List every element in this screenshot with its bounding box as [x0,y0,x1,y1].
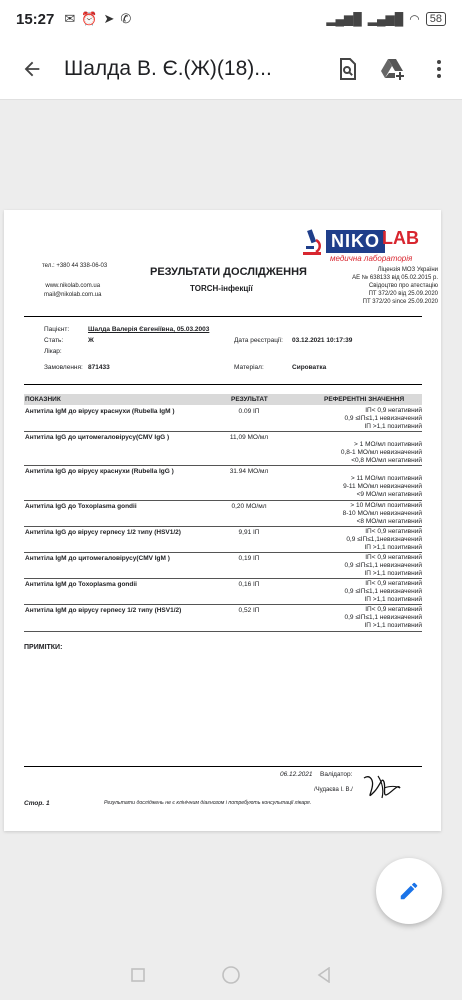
test-result: 11,09 МО/мл [229,434,269,441]
table-row [24,605,422,632]
test-name: Антитіла IgG до Toxoplasma gondii [25,503,137,510]
alarm-icon: ⏰ [81,11,98,26]
document-title: Шалда В. Є.(Ж)(18)... [64,56,272,80]
test-name: Антитіла IgM до вірусу краснухи (Rubella IgM ) [25,408,175,415]
test-name: Антитіла IgM до цитомегаловірусу(CMV IgM ) [25,555,170,562]
search-document-icon [335,57,359,81]
test-reference: ІП< 0,9 негативний 0,9 ≤ІП≤1,1 невизначений ІП >1,1 позитивний [344,580,422,603]
page-number: Стор. 1 [24,800,50,807]
more-vert-icon [436,59,442,79]
license-line: Ліцензія МОЗ України [377,267,438,273]
doctor-label: Лікар: [44,348,62,355]
test-result: 0.09 ІП [238,408,260,415]
reg-date-label: Дата реєстрації: [234,337,283,344]
lab-phone: тел.: +380 44 338-06-03 [42,263,108,269]
lab-contacts [44,282,101,300]
battery-icon: 58 [426,12,446,26]
status-time: 15:27 [16,10,55,28]
test-reference: > 11 МО/мл позитивний 9-11 МО/мл невизначений <9 МО/мл негативний [343,475,422,498]
status-bar [0,0,462,38]
lab-email: mail@nikolab.com.ua [44,292,102,298]
telegram-icon: ➤ [103,11,115,26]
footer-divider [24,766,422,767]
test-name: Антитіла IgM до Toxoplasma gondii [25,581,137,588]
system-nav-bar [0,950,462,1000]
nikolab-logo [300,226,430,264]
sex-label: Стать: [44,337,64,344]
table-row [24,432,422,466]
validator-name: /Чудаєва І. В./ [314,787,353,793]
report-subtitle: TORCH-інфекції [190,284,253,293]
table-row [24,406,422,432]
table-row [24,527,422,553]
recents-icon[interactable] [131,968,145,982]
add-to-drive-button[interactable] [370,57,416,81]
find-in-page-button[interactable] [324,57,370,81]
logo-subtitle: медична лабораторія [330,254,413,263]
table-row [24,501,422,527]
table-row [24,553,422,579]
test-name: Антитіла IgG до вірусу краснухи (Rubella IgG ) [25,468,174,475]
col-result: РЕЗУЛЬТАТ [231,396,268,403]
patient-value: Шалда Валерія Євгеніївна, 05.03.2003 [88,326,210,333]
lab-site: www.nikolab.com.ua [45,283,101,289]
disclaimer-text: Результати досліджень не є клінічним діагнозом і потребують консультації лікаря. [104,800,312,806]
drive-add-icon [380,57,406,81]
reg-date-value: 03.12.2021 10:17:39 [292,337,353,344]
signal-icon: ▂▄▆█ [326,12,362,26]
test-result: 0,20 МО/мл [231,503,267,510]
report-title: РЕЗУЛЬТАТИ ДОСЛІДЖЕННЯ [150,266,307,278]
validator-label: Валідатор: [320,771,353,778]
home-icon[interactable] [221,965,241,985]
microscope-icon [300,228,324,256]
license-line: ПТ 372/20 since 25.09.2020 [362,299,438,305]
order-label: Замовлення: [44,364,83,371]
notes-label: ПРИМІТКИ: [24,644,63,651]
test-result: 31.94 МО/мл [229,468,269,475]
mail-icon: ✉ [64,11,76,26]
document-page [4,210,441,831]
signature-image [360,770,402,802]
test-reference: > 1 МО/мл позитивний 0,8-1 МО/мл невизначений <0,8 МО/мл негативний [340,441,422,464]
logo-niko: NIKO [326,230,385,253]
wifi-icon: ◠ [409,12,420,26]
pencil-icon [398,880,420,902]
test-reference: > 10 МО/мл позитивний 8-10 МО/мл невизначений <8 МО/мл негативний [342,502,422,525]
test-reference: ІП< 0,9 негативний 0,9 ≤ІП≤1,1 невизначений ІП >1,1 позитивний [344,554,422,577]
info-divider [24,384,422,385]
header-divider [24,316,422,317]
license-block [314,266,438,306]
app-bar [0,38,462,100]
back-nav-icon[interactable] [317,967,331,983]
material-label: Матеріал: [234,364,264,371]
results-table [24,406,422,632]
test-reference: ІП< 0,9 негативний 0,9 ≤ІП≤1,1 невизначений ІП >1,1 позитивний [344,407,422,430]
col-reference: РЕФЕРЕНТНІ ЗНАЧЕННЯ [324,396,405,403]
test-name: Антитіла IgG до цитомегаловірусу(CMV IgG ) [25,434,170,441]
test-result: 0,19 ІП [238,555,260,562]
arrow-back-icon [21,58,43,80]
table-row [24,466,422,501]
back-button[interactable] [0,58,64,80]
test-name: Антитіла IgM до вірусу герпесу 1/2 типу (HSV1/2) [25,607,182,614]
test-reference: ІП< 0,9 негативний 0,9 ≤ІП≤1,1 невизначений ІП >1,1 позитивний [344,606,422,629]
edit-fab-button[interactable] [376,858,442,924]
col-indicator: ПОКАЗНИК [25,396,61,403]
more-options-button[interactable] [416,59,462,79]
test-result: 0,16 ІП [238,581,260,588]
test-reference: ІП< 0,9 негативний 0,9 ≤ІП≤1,1невизначений ІП >1,1 позитивний [346,528,422,551]
material-value: Сироватка [292,364,327,371]
license-line: ПТ 372/20 від 25.09.2020 [368,291,438,297]
table-row [24,579,422,605]
signal-icon-2: ▂▄▆█ [367,12,404,26]
patient-label: Пацієнт: [44,326,70,333]
test-result: 9,91 ІП [238,529,260,536]
test-result: 0,52 ІП [238,607,260,614]
sex-value: Ж [88,337,94,344]
viber-icon: ✆ [120,11,132,26]
test-name: Антитіла IgG до вірусу герпесу 1/2 типу (HSV1/2) [25,529,181,536]
license-line: Свідоцтво про атестацію [368,283,438,289]
results-table-header [24,394,422,405]
license-line: АЕ № 638133 від 05.02.2015 р. [352,275,438,281]
footer-date: 06.12.2021 [280,771,313,778]
order-value: 871433 [88,364,110,371]
patient-info [24,324,422,373]
logo-lab: LAB [382,228,419,248]
